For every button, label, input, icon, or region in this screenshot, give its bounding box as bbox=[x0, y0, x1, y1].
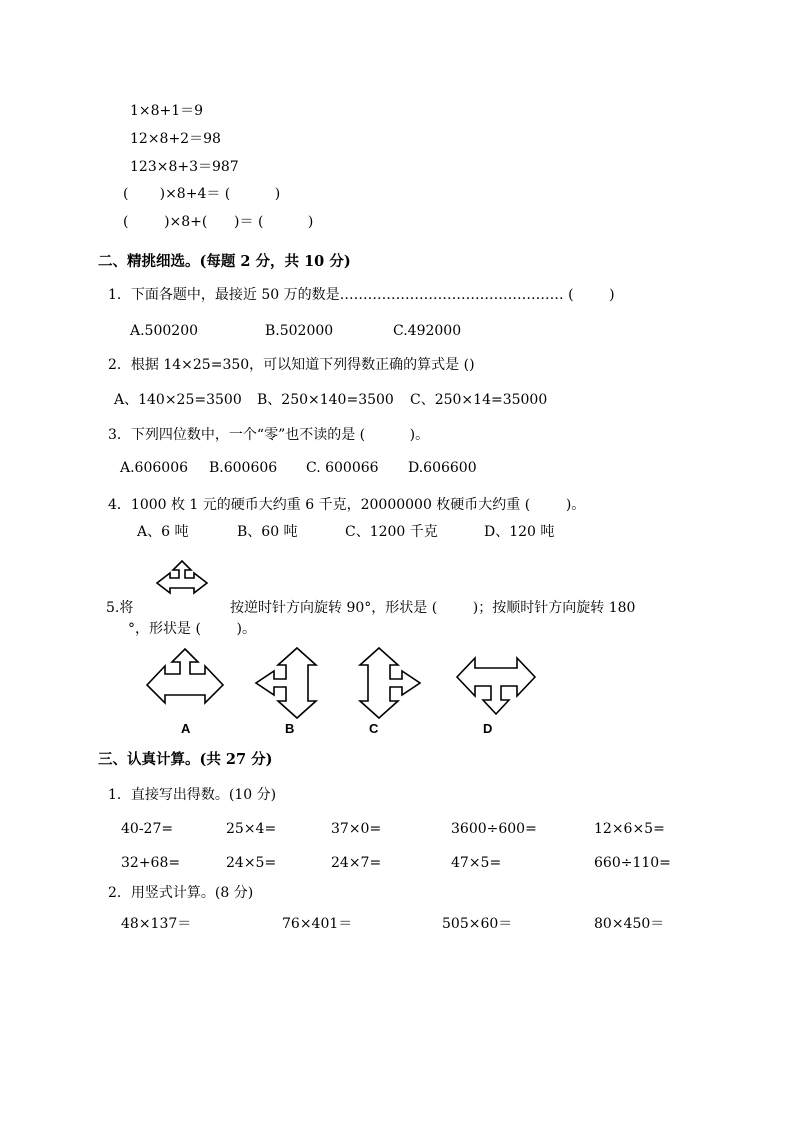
pattern-line-5: ( )×8+( )＝ ( ) bbox=[123, 214, 314, 230]
calc-r2-c2: 24×5= bbox=[226, 855, 277, 871]
q5-prefix: 5.将 bbox=[106, 600, 134, 616]
calc-q2-stem: 2．用竖式计算。(8 分) bbox=[108, 885, 254, 901]
calc-r1-c5: 12×6×5= bbox=[594, 821, 665, 837]
pattern-line-3: 123×8+3＝987 bbox=[130, 159, 239, 175]
q1-option-b: B.502000 bbox=[265, 323, 334, 339]
calc-r1-c3: 37×0= bbox=[331, 821, 382, 837]
q3-option-d: D.606600 bbox=[408, 460, 477, 476]
section-heading-3: 三、认真计算。(共 27 分) bbox=[98, 751, 273, 768]
q1-option-c: C.492000 bbox=[393, 323, 462, 339]
q1-stem: 1．下面各题中，最接近 50 万的数是………………………………………… ( ) bbox=[108, 287, 615, 303]
q2-option-c: C、250×14=35000 bbox=[410, 392, 548, 408]
choice-c-shape-icon bbox=[356, 647, 422, 719]
vertical-calc-3: 505×60＝ bbox=[442, 916, 513, 932]
q4-option-a: A、6 吨 bbox=[137, 524, 189, 540]
q1-option-a: A.500200 bbox=[130, 323, 199, 339]
vertical-calc-1: 48×137＝ bbox=[121, 916, 192, 932]
choice-d-label: D bbox=[483, 721, 493, 736]
calc-r2-c3: 24×7= bbox=[331, 855, 382, 871]
q3-option-c: C. 600066 bbox=[306, 460, 379, 476]
q4-option-d: D、120 吨 bbox=[484, 524, 555, 540]
q5-stem-line-2: °，形状是 ( )。 bbox=[128, 621, 256, 637]
q3-option-a: A.606006 bbox=[120, 460, 189, 476]
calc-r1-c1: 40-27= bbox=[121, 821, 174, 837]
choice-c-label: C bbox=[369, 721, 379, 736]
calc-r2-c5: 660÷110= bbox=[594, 855, 671, 871]
q5-stem-line-1: 按逆时针方向旋转 90°，形状是 ( )；按顺时针方向旋转 180 bbox=[230, 600, 636, 616]
vertical-calc-4: 80×450＝ bbox=[594, 916, 665, 932]
calc-q1-stem: 1．直接写出得数。(10 分) bbox=[108, 787, 277, 803]
q2-option-b: B、250×140=3500 bbox=[257, 392, 394, 408]
choice-b-label: B bbox=[285, 721, 295, 736]
q4-option-c: C、1200 千克 bbox=[345, 524, 438, 540]
q5-source-shape-icon bbox=[152, 560, 212, 606]
choice-d-shape-icon bbox=[455, 657, 537, 715]
q4-stem: 4．1000 枚 1 元的硬币大约重 6 千克，20000000 枚硬币大约重 ( )。 bbox=[108, 497, 586, 513]
choice-a-label: A bbox=[181, 721, 191, 736]
q4-option-b: B、60 吨 bbox=[237, 524, 298, 540]
calc-r2-c1: 32+68= bbox=[121, 855, 181, 871]
choice-b-shape-icon bbox=[254, 647, 320, 719]
pattern-line-4: ( )×8+4＝ ( ) bbox=[123, 186, 281, 202]
choice-a-shape-icon bbox=[145, 648, 225, 704]
pattern-line-2: 12×8+2＝98 bbox=[130, 131, 221, 147]
q3-stem: 3．下列四位数中，一个“零”也不读的是 ( )。 bbox=[108, 427, 430, 443]
q2-stem: 2．根据 14×25=350，可以知道下列得数正确的算式是 () bbox=[108, 357, 475, 373]
q3-option-b: B.600606 bbox=[209, 460, 278, 476]
q2-option-a: A、140×25=3500 bbox=[114, 392, 242, 408]
section-heading-2: 二、精挑细选。(每题 2 分，共 10 分) bbox=[98, 253, 351, 270]
pattern-line-1: 1×8+1＝9 bbox=[130, 103, 204, 119]
calc-r2-c4: 47×5= bbox=[451, 855, 502, 871]
vertical-calc-2: 76×401＝ bbox=[282, 916, 353, 932]
calc-r1-c2: 25×4= bbox=[226, 821, 277, 837]
calc-r1-c4: 3600÷600= bbox=[451, 821, 537, 837]
